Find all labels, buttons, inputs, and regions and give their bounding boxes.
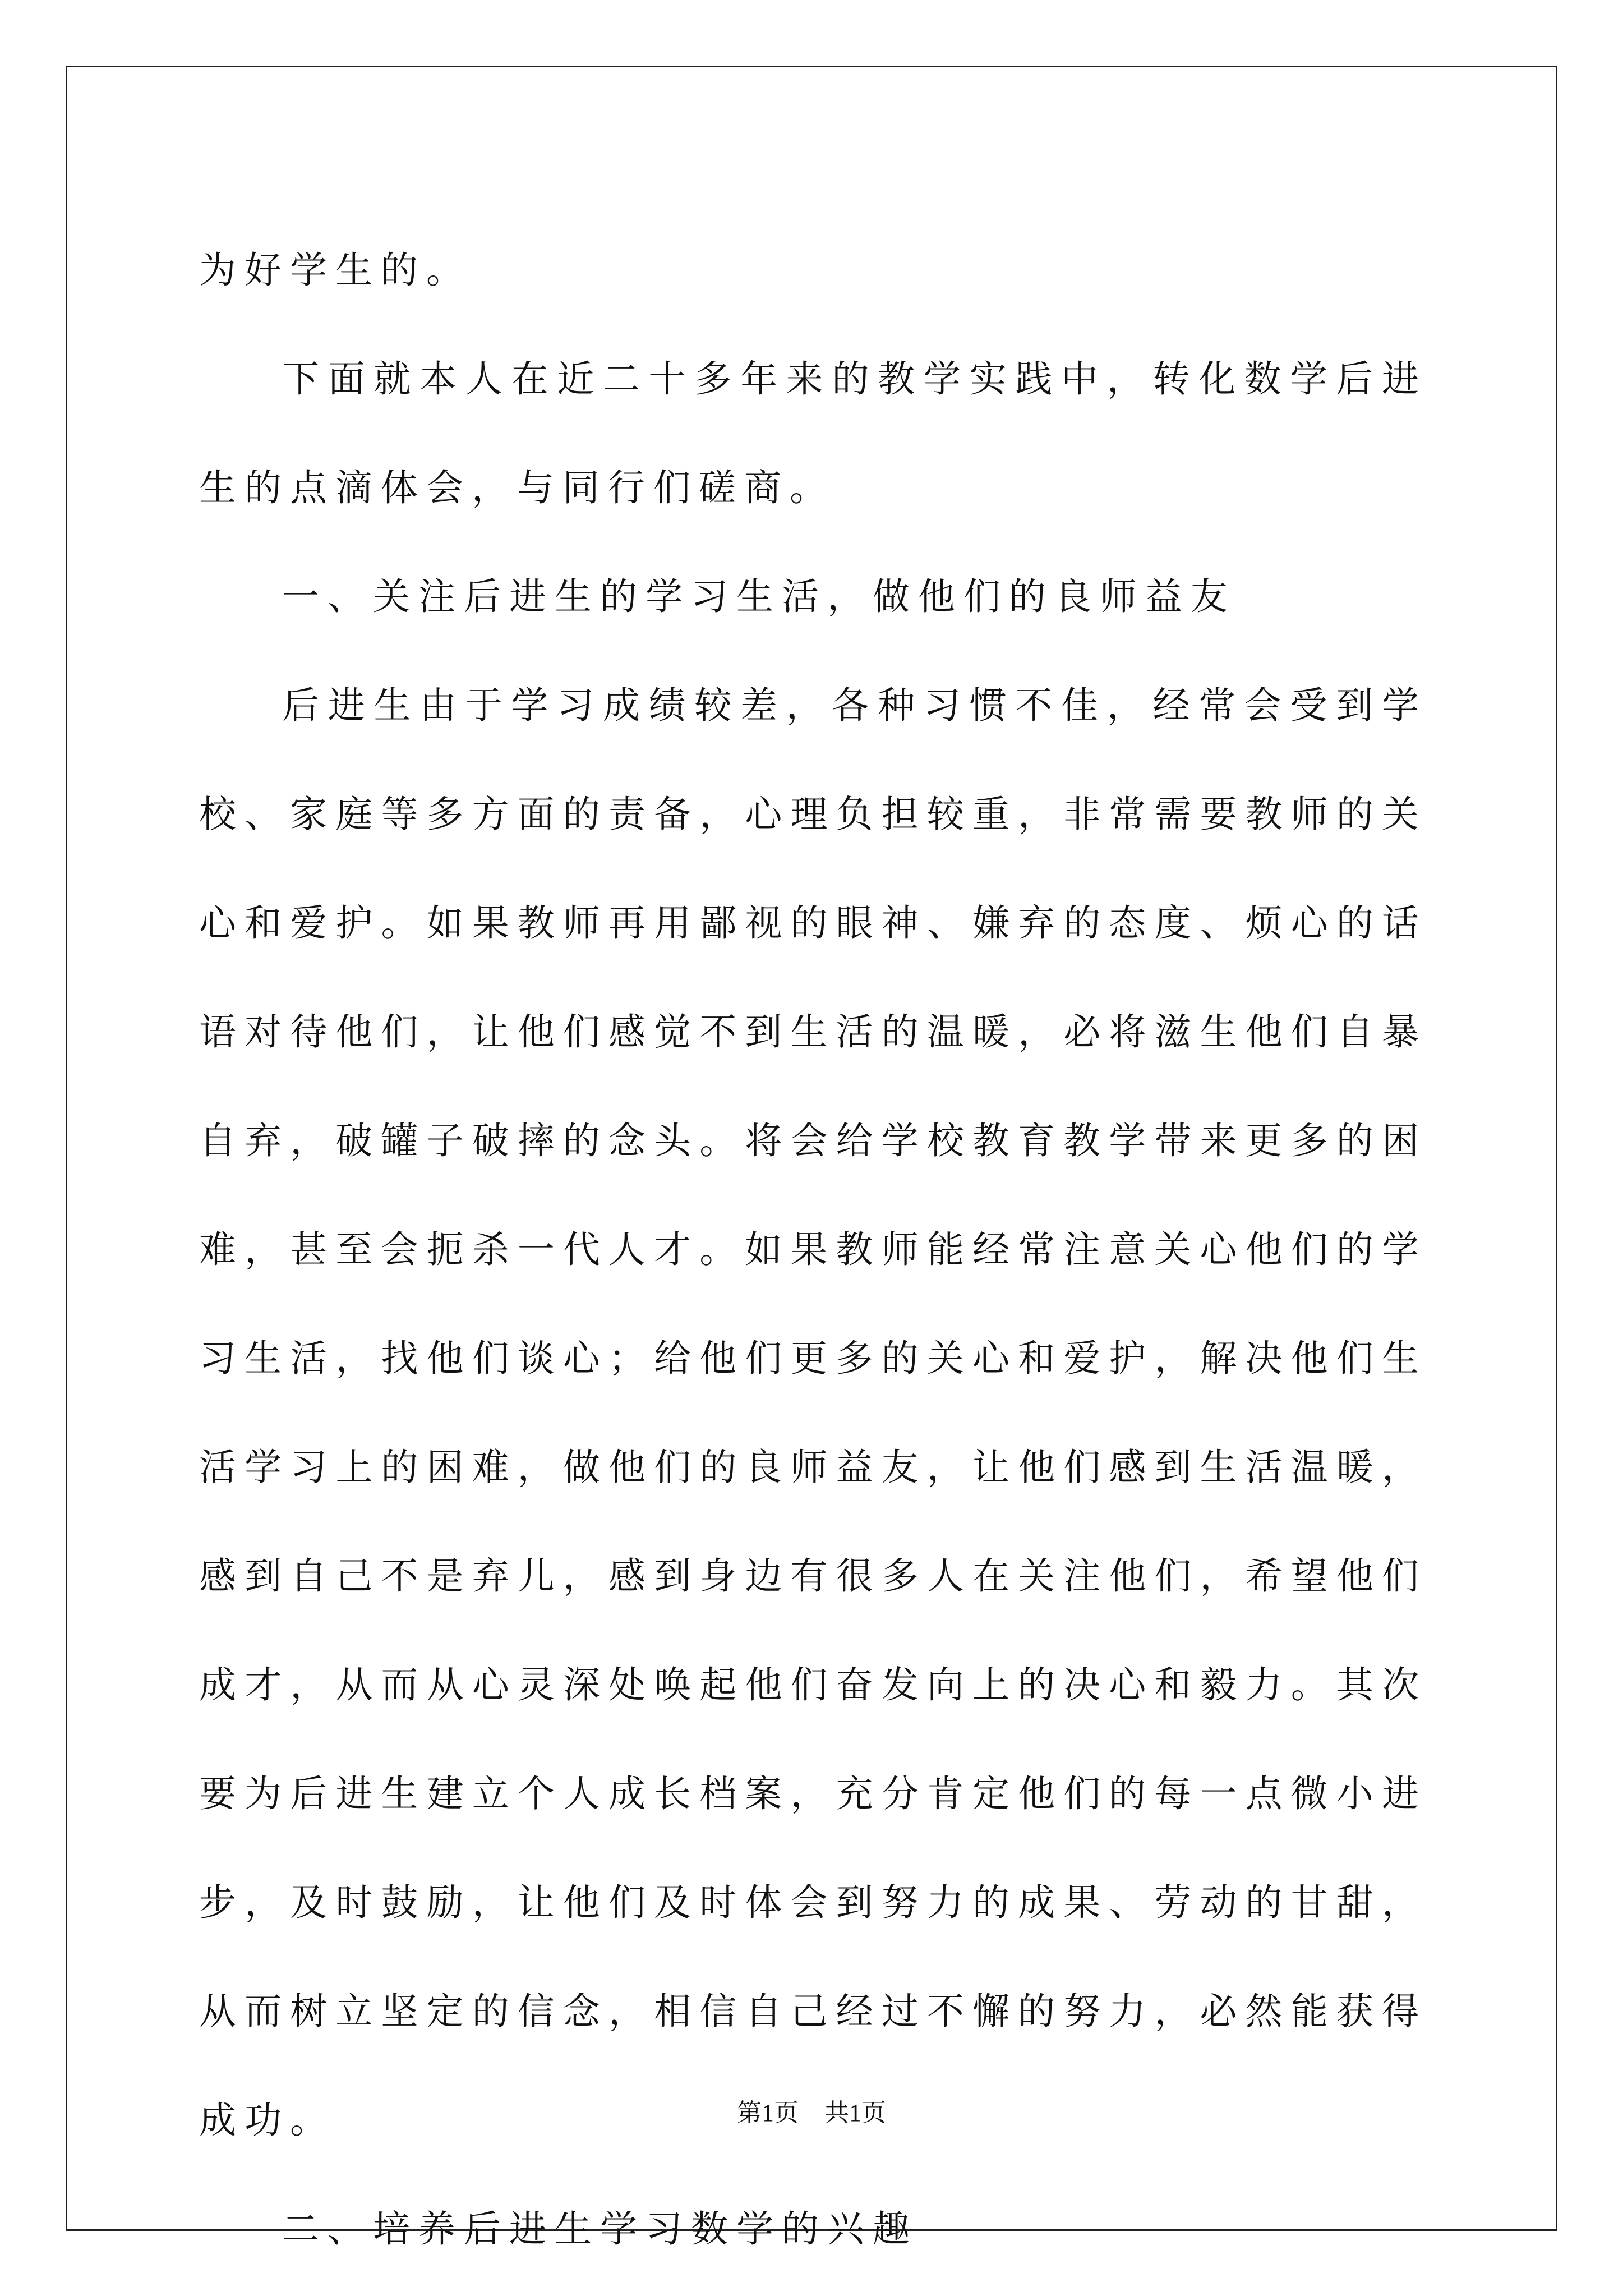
paragraph-continuation: 为好学生的。 bbox=[199, 249, 472, 292]
paragraph-section-1-body: 后进生由于学习成绩较差，各种习惯不佳，经常会受到学校、家庭等多方面的责备，心理负担较重，非常需要教师的关心和爱护。如果教师再用鄙视的眼神、嫌弃的态度、烦心的话语对待他们，让他们感觉不到生活的温暖，必将滋生他们自暴自弃，破罐子破摔的念头。将会给学校教育教学带来更多的困难，甚至会扼杀一代人才。如果教师能经常注意关心他们的学习生活，找他们谈心；给他们更多的关心和爱护，解决他们生活学习上的困难，做他们的良师益友，让他们感到生活温暖，感到自己不是弃儿，感到身边有很多人在关注他们，希望他们成才，从而从心灵深处唤起他们奋发向上的决心和毅力。其次要为后进生建立个人成长档案，充分肯定他们的每一点微小进步，及时鼓励，让他们及时体会到努力的成果、劳动的甘甜，从而树立坚定的信念，相信自己经过不懈的努力，必然能获得成功。 bbox=[199, 684, 1427, 2142]
page-footer bbox=[0, 2092, 1623, 2128]
section-heading-1: 一、关注后进生的学习生活，做他们的良师益友 bbox=[282, 575, 1236, 618]
section-heading-2: 二、培养后进生学习数学的兴趣 bbox=[282, 2207, 918, 2251]
document-body bbox=[199, 216, 1427, 2284]
paragraph-intro: 下面就本人在近二十多年来的教学实践中，转化数学后进生的点滴体会，与同行们磋商。 bbox=[199, 357, 1427, 509]
page-total: 共1页 bbox=[824, 2099, 886, 2127]
page-number: 第1页 bbox=[737, 2099, 799, 2127]
